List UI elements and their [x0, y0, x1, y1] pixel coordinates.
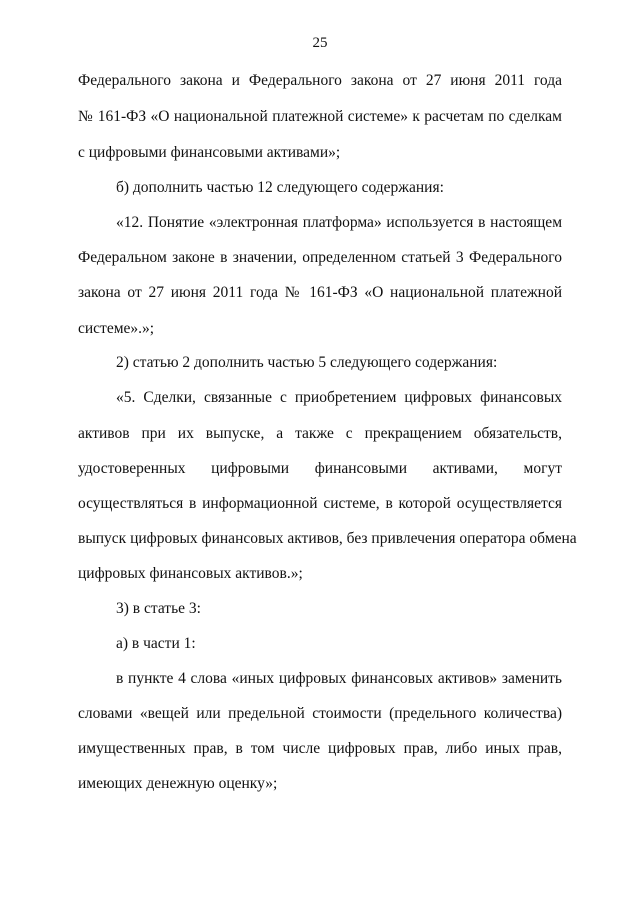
text-line: имущественных прав, в том числе цифровых прав, либо иных прав, — [78, 740, 562, 757]
text-line: выпуск цифровых финансовых активов, без привлечения оператора обмена — [78, 530, 577, 547]
text-line: Федерального закона и Федерального закона от 27 июня 2011 года — [78, 72, 562, 89]
text-line: удостоверенных цифровыми финансовыми активами, могут — [78, 460, 562, 477]
text-line: а) в части 1: — [116, 635, 196, 652]
text-line: «12. Понятие «электронная платформа» используется в настоящем — [116, 214, 562, 231]
text-line: «5. Сделки, связанные с приобретением цифровых финансовых — [116, 389, 562, 406]
text-line: б) дополнить частью 12 следующего содержания: — [116, 179, 444, 196]
text-line: имеющих денежную оценку»; — [78, 775, 278, 792]
text-line: системе».»; — [78, 320, 155, 337]
text-line: в пункте 4 слова «иных цифровых финансовых активов» заменить — [116, 670, 562, 687]
text-line: 2) статью 2 дополнить частью 5 следующего содержания: — [116, 354, 498, 371]
text-line: № 161-ФЗ «О национальной платежной системе» к расчетам по сделкам — [78, 108, 562, 125]
text-line: словами «вещей или предельной стоимости (предельного количества) — [78, 705, 562, 722]
text-line: с цифровыми финансовыми активами»; — [78, 144, 341, 161]
text-line: закона от 27 июня 2011 года № 161-ФЗ «О национальной платежной — [78, 284, 562, 301]
text-line: Федеральном законе в значении, определенном статьей 3 Федерального — [78, 249, 562, 266]
text-line: 3) в статье 3: — [116, 600, 201, 617]
text-line: активов при их выпуске, а также с прекращением обязательств, — [78, 425, 562, 442]
page-number: 25 — [312, 35, 328, 51]
text-line: цифровых финансовых активов.»; — [78, 565, 303, 582]
text-line: осуществляться в информационной системе, в которой осуществляется — [78, 495, 562, 512]
